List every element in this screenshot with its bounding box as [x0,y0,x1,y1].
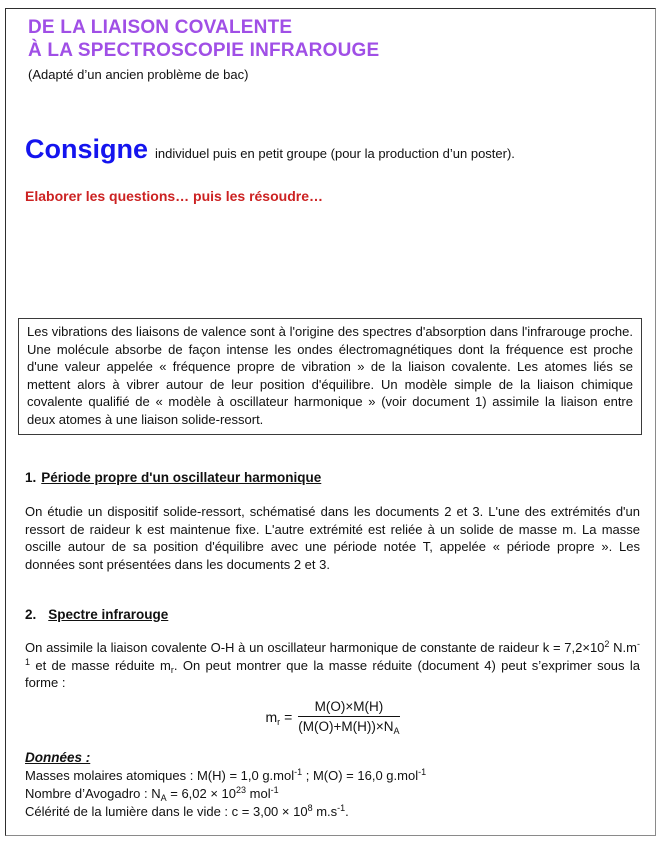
section2-text-run: On assimile la liaison covalente O-H à un oscillateur harmonique de constante de raideur k = 7,2×10 [25,640,605,655]
exponent: -1 [270,785,279,795]
data-text-run: = 6,02 × 10 [166,786,237,801]
subscript: r [170,664,174,675]
section2-text-run: N.m [609,640,637,655]
exponent: -1 [418,767,427,777]
exponent: 23 [236,785,247,795]
exponent: -1 [294,767,303,777]
data-text-run: m.s [312,804,338,819]
exponent: -1 [337,803,346,813]
fraction-numerator: M(O)×M(H) [298,699,399,717]
consigne-description: individuel puis en petit groupe (pour la production d’un poster). [155,146,515,161]
subscript: A [393,726,400,736]
document-subtitle: (Adapté d’un ancien problème de bac) [28,67,249,82]
section2-number: 2. [25,607,37,622]
section2-title: Spectre infrarouge [48,607,169,622]
data-section [25,749,640,821]
section1-paragraph: On étudie un dispositif solide-ressort, schématisé dans les documents 2 et 3. L'une des extrémités d'un ressort de raideur k est maintenue fixe. L'autre extrémité est reliée à un solide de masse m. La masse oscille autour de sa position d'équilibre avec une période notée T, appelée « période propre ». Les données sont présentées dans les documents 2 et 3. [25,504,640,572]
document-title [28,16,379,62]
data-text-run: mol [246,786,271,801]
reduced-mass-formula [25,699,640,734]
data-text-run: ; M(O) = 16,0 g.mol [302,768,419,783]
consigne-heading: Consigne [25,134,149,164]
equals-sign: = [284,708,293,725]
subscript: r [277,716,281,727]
section1-title: Période propre d'un oscillateur harmonique [41,470,322,485]
intro-text-box: Les vibrations des liaisons de valence sont à l'origine des spectres d'absorption dans l'infrarouge proche. Une molécule absorbe de façon intense les ondes électromagnétiques dont la fréquence est proche d'une valeur appelée « fréquence propre de vibration » de la liaison covalente. Les atomes liés se mettent alors à vibrer autour de leur position d'équilibre. Un modèle simple de la liaison chimique covalente qualifié de « modèle à oscillateur harmonique » (voir document 1) assimile la liaison entre deux atomes à une liaison solide-ressort. [18,318,642,435]
section1-heading [25,470,321,485]
data-text-run: Célérité de la lumière dans le vide : c = 3,00 × 10 [25,804,308,819]
section2-text-run: et de masse réduite m [30,657,171,673]
document-title-line1: DE LA LIAISON COVALENTE [28,17,293,38]
fraction-denominator [298,717,399,734]
exponent: 2 [604,639,610,649]
exponent: 8 [307,803,313,813]
data-text-run: Nombre d’Avogadro : N [25,786,161,801]
exponent: -1 [25,639,640,667]
data-line-light-speed [25,803,640,821]
section2-paragraph [25,639,640,692]
instruction-line: Elaborer les questions… puis les résoudre… [25,188,323,204]
formula-variable: m [265,708,278,725]
denominator-text: (M(O)+M(H))×N [298,719,394,734]
formula-lhs [265,709,280,725]
consigne-row [25,134,515,165]
data-section-label: Données : [25,750,91,765]
section2-heading [25,607,168,622]
subscript: A [160,793,167,803]
document-title-line2: À LA SPECTROSCOPIE INFRAROUGE [28,40,380,61]
data-text-run: Masses molaires atomiques : M(H) = 1,0 g.mol [25,768,295,783]
section2-text-run: . On peut montrer que la masse réduite (document 4) peut s’exprimer sous la forme : [25,657,640,690]
data-line-molar-masses [25,767,640,785]
data-text-run: . [345,804,349,819]
section1-number: 1. [25,470,37,485]
formula-fraction [298,699,399,734]
data-line-avogadro [25,785,640,803]
